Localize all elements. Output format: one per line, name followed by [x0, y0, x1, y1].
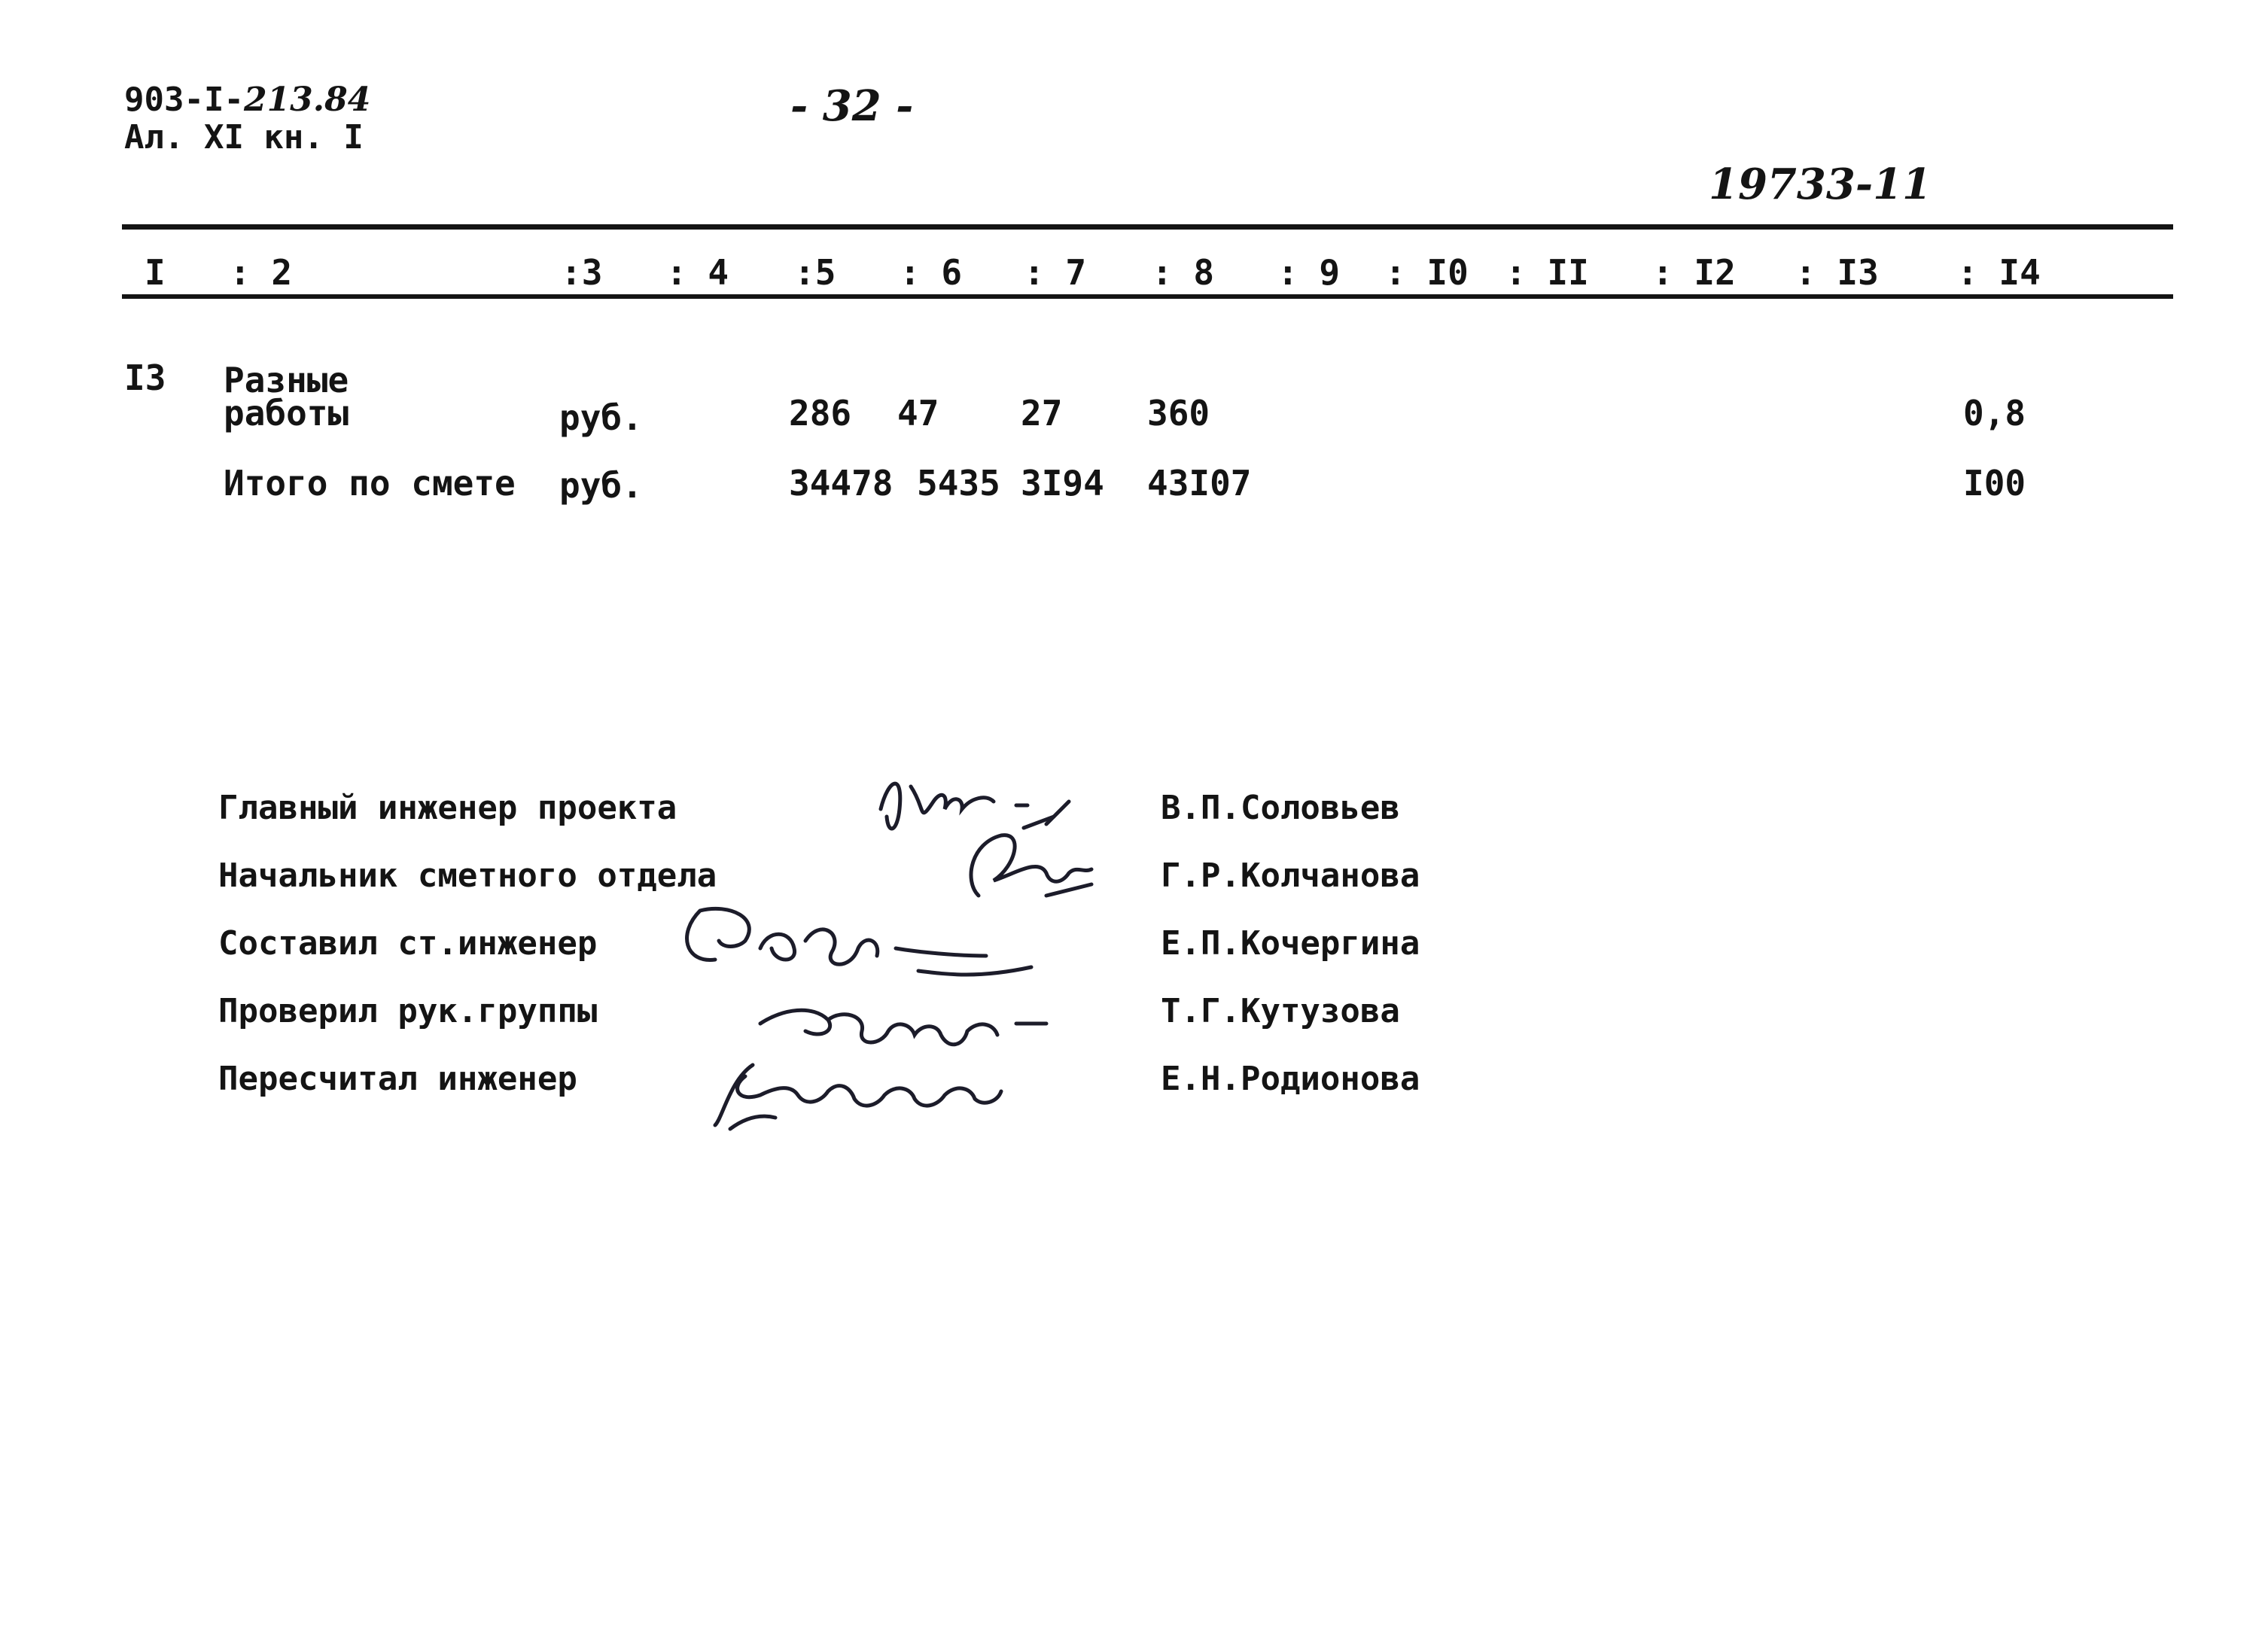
- page-number: - 32 -: [790, 81, 914, 131]
- signature-role: Главный инженер проекта: [218, 789, 677, 827]
- row-unit: руб.: [559, 397, 643, 438]
- col-header-9: : 9: [1277, 252, 1341, 293]
- signatory-name: Е.П.Кочергина: [1161, 924, 1420, 963]
- album-line: Ал. XI кн. I: [124, 118, 364, 157]
- document-code: [124, 81, 370, 157]
- signature-role: Составил ст.инженер: [218, 924, 598, 963]
- signatory-name: Г.Р.Колчанова: [1161, 856, 1420, 895]
- signatory-name: Е.Н.Родионова: [1161, 1060, 1420, 1098]
- registration-number: 19733-11: [1709, 160, 1932, 209]
- row-number: I3: [124, 357, 166, 398]
- col-header-11: : II: [1505, 252, 1589, 293]
- total-unit: руб.: [559, 465, 643, 506]
- row-col8: 360: [1147, 393, 1210, 434]
- signature-role: Пересчитал инженер: [218, 1060, 577, 1098]
- signature-role: Начальник сметного отдела: [218, 856, 717, 895]
- header-rule-top: [122, 224, 2173, 230]
- col-header-3: :3: [561, 252, 603, 293]
- total-col8: 43I07: [1147, 463, 1252, 504]
- total-col7: 3I94: [1021, 463, 1104, 504]
- col-header-2: : 2: [230, 252, 293, 293]
- row-col7: 27: [1021, 393, 1063, 434]
- signatory-name: В.П.Соловьев: [1161, 789, 1400, 827]
- header-rule-bottom: [122, 294, 2173, 299]
- signatory-name: Т.Г.Кутузова: [1161, 992, 1400, 1030]
- col-header-13: : I3: [1795, 252, 1879, 293]
- col-header-7: : 7: [1024, 252, 1087, 293]
- row-col6: 47: [897, 393, 939, 434]
- row-name-line2: работы: [224, 393, 349, 434]
- col-header-4: : 4: [666, 252, 729, 293]
- row-col5: 286: [789, 393, 852, 434]
- doc-code-typed: 903-I-: [124, 81, 244, 119]
- col-header-10: : I0: [1385, 252, 1469, 293]
- col-header-1: I: [145, 252, 166, 293]
- handwritten-signature-3: [670, 888, 1061, 993]
- handwritten-signature-5: [700, 1042, 1046, 1140]
- col-header-6: : 6: [900, 252, 963, 293]
- col-header-14: : I4: [1957, 252, 2041, 293]
- col-header-8: : 8: [1152, 252, 1215, 293]
- row-col14: 0,8: [1963, 393, 2026, 434]
- total-col6: 5435: [917, 463, 1000, 504]
- doc-code-handwritten: 213.84: [243, 81, 371, 119]
- total-label: Итого по смете: [224, 463, 516, 504]
- row-name-line1: Разные: [224, 360, 349, 400]
- col-header-5: :5: [794, 252, 836, 293]
- total-col5: 34478: [789, 463, 894, 504]
- signature-role: Проверил рук.группы: [218, 992, 598, 1030]
- total-col14: I00: [1963, 463, 2026, 504]
- col-header-12: : I2: [1652, 252, 1736, 293]
